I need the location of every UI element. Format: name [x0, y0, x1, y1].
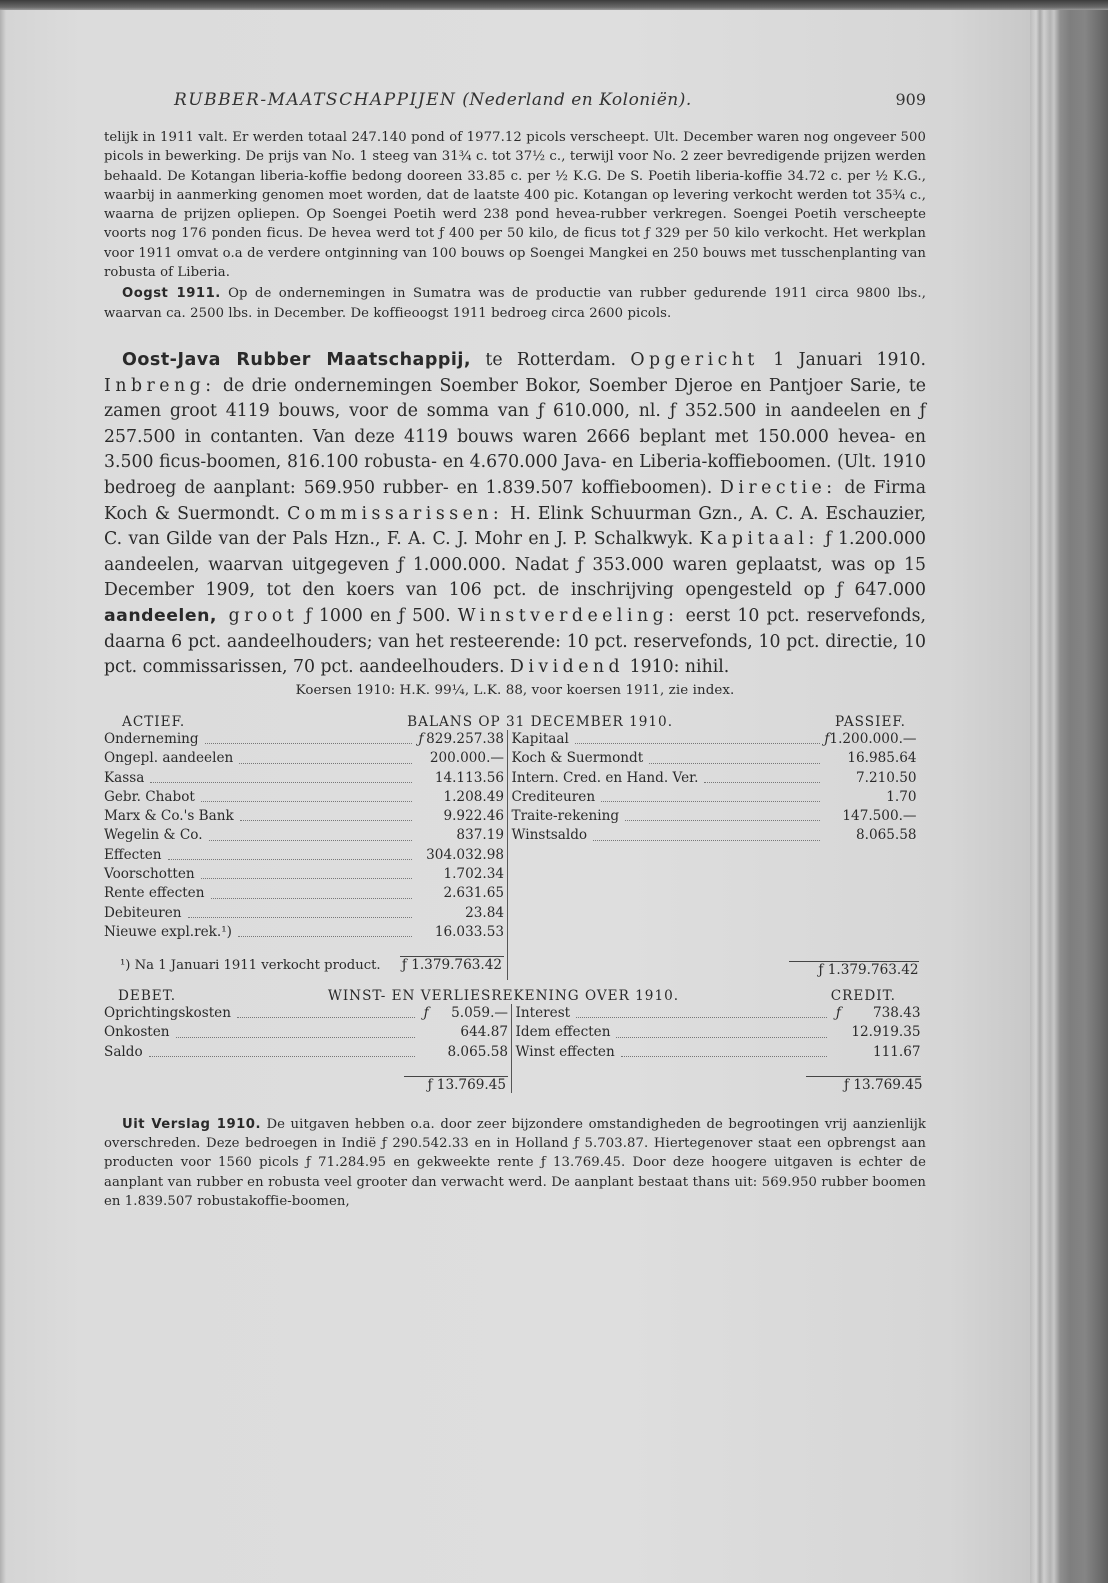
account-label-cell	[516, 1004, 832, 1023]
dividend-label: Dividend	[509, 657, 625, 678]
account-label: Effecten	[104, 846, 162, 863]
actief-table	[104, 730, 504, 942]
groot-label: groot	[216, 605, 299, 626]
account-value: 2.631.65	[443, 885, 504, 902]
account-value: 16.985.64	[847, 750, 917, 767]
account-row	[104, 884, 504, 903]
account-value: 644.87	[460, 1024, 508, 1041]
account-row	[104, 788, 504, 807]
account-value: 829.257.38	[426, 730, 504, 747]
leader-dots	[593, 826, 820, 840]
account-label-cell	[104, 904, 416, 923]
continuation-section	[104, 128, 926, 323]
company-entry	[104, 348, 926, 700]
account-value: 7.210.50	[855, 769, 917, 786]
debet-table	[104, 1004, 508, 1062]
account-row	[104, 1043, 508, 1062]
oogst-heading: Oogst 1911.	[122, 286, 221, 302]
account-row	[516, 1004, 921, 1023]
account-label: Oprichtingskosten	[104, 1004, 231, 1021]
account-value: 147.500.—	[842, 808, 917, 825]
account-value: 304.032.98	[426, 846, 504, 863]
florin-sign	[416, 865, 426, 884]
opgericht-date: 1 Januari 1910.	[758, 349, 926, 370]
account-row	[104, 865, 504, 884]
account-label: Debiteuren	[104, 904, 182, 921]
account-label-cell	[104, 1043, 419, 1062]
florin-sign: ƒ	[423, 1004, 429, 1021]
account-row	[104, 807, 504, 826]
credit-header: CREDIT.	[830, 987, 896, 1004]
account-row	[516, 1023, 921, 1042]
aandeelen-bold: aandeelen,	[104, 605, 217, 626]
page-left-edge	[0, 10, 6, 1583]
pl-header	[104, 988, 926, 1004]
actief-header: ACTIEF.	[122, 713, 186, 730]
account-row	[512, 730, 917, 749]
account-label-cell	[104, 884, 416, 903]
account-value: 16.033.53	[434, 923, 504, 940]
account-row	[104, 1023, 508, 1042]
account-label: Winstsaldo	[511, 827, 588, 844]
passief-header: PASSIEF.	[834, 713, 906, 730]
florin-sign	[416, 769, 426, 788]
page-number: 909	[895, 90, 926, 109]
oogst-text: Op de ondernemingen in Sumatra was de productie van rubber gedurende 1911 circa 9800 lbs., waarvan ca. 2500 lbs. in December. De koffieoogst 1911 bedroeg circa 2600 picols.	[104, 286, 926, 321]
leader-dots	[649, 749, 820, 763]
account-label-cell	[104, 826, 416, 845]
leader-dots	[150, 769, 412, 783]
florin-sign	[416, 904, 426, 923]
commissarissen-label: Commissarissen:	[287, 503, 504, 524]
account-label: Saldo	[104, 1043, 143, 1060]
opgericht-label: Opgericht	[630, 349, 759, 370]
florin-sign	[416, 923, 426, 942]
account-value: 5.059.—	[451, 1004, 508, 1021]
running-head-title	[174, 90, 692, 110]
debet-column	[104, 1004, 511, 1093]
leader-dots	[238, 923, 412, 937]
account-label-cell	[104, 1004, 419, 1023]
account-label-cell	[512, 788, 825, 807]
account-label-cell	[512, 807, 825, 826]
florin-sign	[831, 1023, 845, 1042]
pl-title: WINST- EN VERLIESREKENING OVER 1910.	[327, 987, 680, 1004]
inbreng-label: Inbreng:	[104, 375, 216, 396]
leader-dots	[625, 807, 820, 821]
florin-sign	[419, 1023, 433, 1042]
commissarissen-text: H. Elink Schuurman Gzn., A. C. A. Eschauzier, C. van Gilde van der Pals Hzn., F. A. C. J. Mohr en J. P. Schalkwyk.	[104, 503, 926, 550]
leader-dots	[237, 1004, 415, 1018]
account-label: Kapitaal	[511, 730, 569, 747]
account-label: Marx & Co.'s Bank	[104, 808, 234, 825]
account-row	[104, 826, 504, 845]
account-label: Traite-rekening	[511, 808, 620, 825]
leader-dots	[616, 1023, 827, 1037]
verslag-section	[104, 1115, 926, 1211]
account-row	[512, 807, 917, 826]
directie-label: Directie:	[720, 477, 837, 498]
florin-sign	[419, 1043, 433, 1062]
account-label: Intern. Cred. en Hand. Ver.	[511, 769, 699, 786]
leader-dots	[201, 788, 412, 802]
account-value: 1.702.34	[443, 866, 504, 883]
account-row	[512, 749, 917, 768]
account-value: 8.065.58	[447, 1043, 508, 1060]
balance-columns	[104, 730, 926, 980]
florin-sign: ƒ	[418, 730, 424, 747]
account-row	[104, 923, 504, 942]
account-label: Kassa	[104, 769, 145, 786]
leader-dots	[575, 730, 821, 744]
company-name: Oost-Java Rubber Maatschappij,	[122, 349, 472, 370]
company-location: te Rotterdam.	[471, 349, 631, 370]
leader-dots	[240, 807, 412, 821]
account-label-cell	[104, 769, 416, 788]
florin-sign	[416, 884, 426, 903]
account-label-cell	[104, 730, 416, 749]
account-label-cell	[104, 1023, 419, 1042]
running-head-caps: RUBBER-MAATSCHAPPIJEN	[174, 90, 457, 110]
dividend-text: 1910: nihil.	[624, 657, 730, 678]
koersen-line: Koersen 1910: H.K. 99¼, L.K. 88, voor koersen 1911, zie index.	[295, 682, 735, 698]
credit-column	[511, 1004, 926, 1093]
page-stack-edge	[1030, 10, 1108, 1583]
running-head-subtitle: (Nederland en Koloniën).	[462, 90, 692, 110]
actief-total: ƒ 1.379.763.42	[401, 957, 502, 974]
account-value: 738.43	[872, 1004, 921, 1021]
account-label-cell	[516, 1043, 832, 1062]
account-value: 14.113.56	[434, 769, 504, 786]
account-label-cell	[104, 923, 416, 942]
account-label-cell	[104, 807, 416, 826]
passief-table	[512, 730, 917, 846]
profit-loss-account	[104, 988, 926, 1093]
account-value: 1.208.49	[443, 788, 504, 805]
account-label: Voorschotten	[104, 866, 195, 883]
account-label: Idem effecten	[515, 1024, 611, 1041]
account-row	[104, 904, 504, 923]
account-label-cell	[512, 769, 825, 788]
running-head	[104, 90, 926, 120]
leader-dots	[205, 730, 412, 744]
debet-header: DEBET.	[118, 987, 177, 1004]
continuation-paragraph: telijk in 1911 valt. Er werden totaal 247.140 pond of 1977.12 picols verscheept. Ult. December waren nog ongeveer 500 picols in bewerking. De prijs van No. 1 steeg van 31¾ c. tot 37½ c., terwijl voor No. 2 zeer bevredigende prijzen werden behaald. De Kotangan liberia-koffie bedong dooreen 33.85 c. per ½ K.G. De S. Poetih liberia-koffie 34.72 c. per ½ K.G., waarbij in aanmerking genomen moet worden, dat de laatste 400 pic. Kotangan op levering verkocht werden tot 35¾ c., waarna de prijzen opliepen. Op Soengei Poetih werd 238 pond hevea-rubber verkregen. Soengei Poetih verscheepte voorts nog 176 ponden ficus. De hevea werd tot ƒ 400 per 50 kilo, de ficus tot ƒ 329 per 50 kilo verkocht. Het werkplan voor 1911 omvat o.a de verdere ontginning van 100 bouws op Soengei Mangkei en 250 bouws met tusschenplanting van robusta of Liberia.	[104, 130, 926, 281]
account-value: 837.19	[456, 827, 504, 844]
winstverdeeling-text: eerst 10 pct. reservefonds, daarna 6 pct. aandeelhouders; van het resteerende: 10 pct. reservefonds, 10 pct. directie, 10 pct. commissarissen, 70 pct. aandeelhouders.	[104, 605, 926, 678]
leader-dots	[176, 1023, 416, 1037]
directie-text: de Firma Koch & Suermondt.	[104, 477, 927, 524]
verslag-heading: Uit Verslag 1910.	[122, 1116, 261, 1132]
account-label: Crediteuren	[511, 788, 596, 805]
florin-sign	[416, 846, 426, 865]
balance-sheet	[104, 713, 926, 978]
account-row	[104, 846, 504, 865]
account-label-cell	[104, 846, 416, 865]
account-row	[104, 769, 504, 788]
account-row	[104, 1004, 508, 1023]
passief-total: ƒ 1.379.763.42	[818, 961, 919, 978]
account-row	[512, 826, 917, 845]
account-row	[512, 788, 917, 807]
leader-dots	[211, 884, 413, 898]
account-row	[104, 730, 504, 749]
balance-title: BALANS OP 31 DECEMBER 1910.	[407, 713, 674, 730]
account-value: 200.000.—	[429, 750, 504, 767]
leader-dots	[601, 788, 820, 802]
leader-dots	[239, 749, 412, 763]
account-value: 9.922.46	[443, 808, 504, 825]
credit-total: ƒ 13.769.45	[843, 1076, 923, 1093]
account-label-cell	[512, 730, 825, 749]
account-label: Ongepl. aandeelen	[104, 750, 234, 767]
pl-columns	[104, 1004, 926, 1093]
account-value: 111.67	[872, 1043, 921, 1060]
account-value: 23.84	[465, 904, 504, 921]
account-value: 1.70	[886, 788, 917, 805]
florin-sign	[416, 807, 426, 826]
verslag-paragraph	[104, 1115, 926, 1211]
account-label: Onkosten	[104, 1024, 170, 1041]
leader-dots	[188, 904, 412, 918]
account-label-cell	[512, 826, 825, 845]
kapitaal-label: Kapitaal:	[699, 529, 819, 550]
account-label-cell	[104, 788, 416, 807]
florin-sign	[416, 788, 426, 807]
account-label: Gebr. Chabot	[104, 788, 195, 805]
account-label-cell	[516, 1023, 832, 1042]
groot-text: ƒ 1000 en ƒ 500.	[298, 605, 458, 626]
florin-sign	[416, 826, 426, 845]
account-value: 1.200.000.—	[829, 730, 917, 747]
account-row	[512, 769, 917, 788]
leader-dots	[168, 846, 412, 860]
account-label: Wegelin & Co.	[104, 827, 203, 844]
account-label-cell	[512, 749, 825, 768]
account-label: Rente effecten	[104, 885, 205, 902]
credit-table	[516, 1004, 921, 1062]
kapitaal-text: ƒ 1.200.000 aandeelen, waarvan uitgegeven ƒ 1.000.000. Nadat ƒ 353.000 waren geplaatst, was op 15 December 1909, tot den koers van 106 pct. de inschrijving opengesteld op ƒ 647.000	[104, 529, 927, 601]
account-label: Nieuwe expl.rek.¹)	[104, 923, 232, 940]
oogst-paragraph	[104, 284, 926, 323]
leader-dots	[201, 865, 412, 879]
leader-dots	[704, 769, 820, 783]
verslag-text: De uitgaven hebben o.a. door zeer bijzondere omstandigheden de begrootingen vrij aanzienlijk overschreden. Deze bedroegen in Indië ƒ 290.542.33 en in Holland ƒ 5.703.87. Hiertegenover staat een opbrengst aan producten voor 1560 picols ƒ 71.284.95 en gekweekte rente ƒ 13.769.45. Door deze hoogere uitgaven is echter de aanplant van rubber en robusta veel grooter dan verwacht werd. De aanplant bestaat thans uit: 569.950 rubber boomen en 1.839.507 robustakoffie-boomen,	[104, 1116, 926, 1210]
account-row	[104, 749, 504, 768]
actief-column	[104, 730, 507, 980]
account-label: Winst effecten	[515, 1043, 615, 1060]
florin-sign	[416, 749, 426, 768]
florin-sign: ƒ	[835, 1004, 841, 1021]
account-label-cell	[104, 749, 416, 768]
company-paragraph	[104, 348, 926, 681]
account-row	[516, 1043, 921, 1062]
inbreng-text: de drie ondernemingen Soember Bokor, Soember Djeroe en Pantjoer Sarie, te zamen groot 4119 bouws, voor de somma van ƒ 610.000, nl. ƒ 352.500 in aandeelen en ƒ 257.500 in contanten. Van deze 4119 bouws waren 2666 beplant met 150.000 hevea- en 3.500 ficus-boomen, 816.100 robusta- en 4.670.000 Java- en Liberia-koffieboomen. (Ult. 1910 bedroeg de aanplant: 569.950 rubber- en 1.839.507 koffieboomen).	[104, 375, 926, 498]
balance-footnote: ¹) Na 1 Januari 1911 verkocht product.	[120, 957, 381, 973]
leader-dots	[576, 1004, 827, 1018]
leader-dots	[209, 826, 412, 840]
leader-dots	[149, 1043, 415, 1057]
balance-header	[104, 714, 926, 730]
account-label: Koch & Suermondt	[511, 750, 644, 767]
account-value: 8.065.58	[855, 827, 917, 844]
debet-total: ƒ 13.769.45	[427, 1076, 506, 1093]
leader-dots	[621, 1043, 828, 1057]
account-label-cell	[104, 865, 416, 884]
winstverdeeling-label: Winstverdeeling:	[457, 605, 679, 626]
page-content	[104, 90, 926, 1211]
account-label: Interest	[515, 1004, 571, 1021]
account-value: 12.919.35	[851, 1024, 921, 1041]
account-label: Onderneming	[104, 730, 199, 747]
florin-sign: ƒ	[824, 730, 830, 747]
passief-column	[507, 730, 926, 980]
florin-sign	[831, 1043, 845, 1062]
